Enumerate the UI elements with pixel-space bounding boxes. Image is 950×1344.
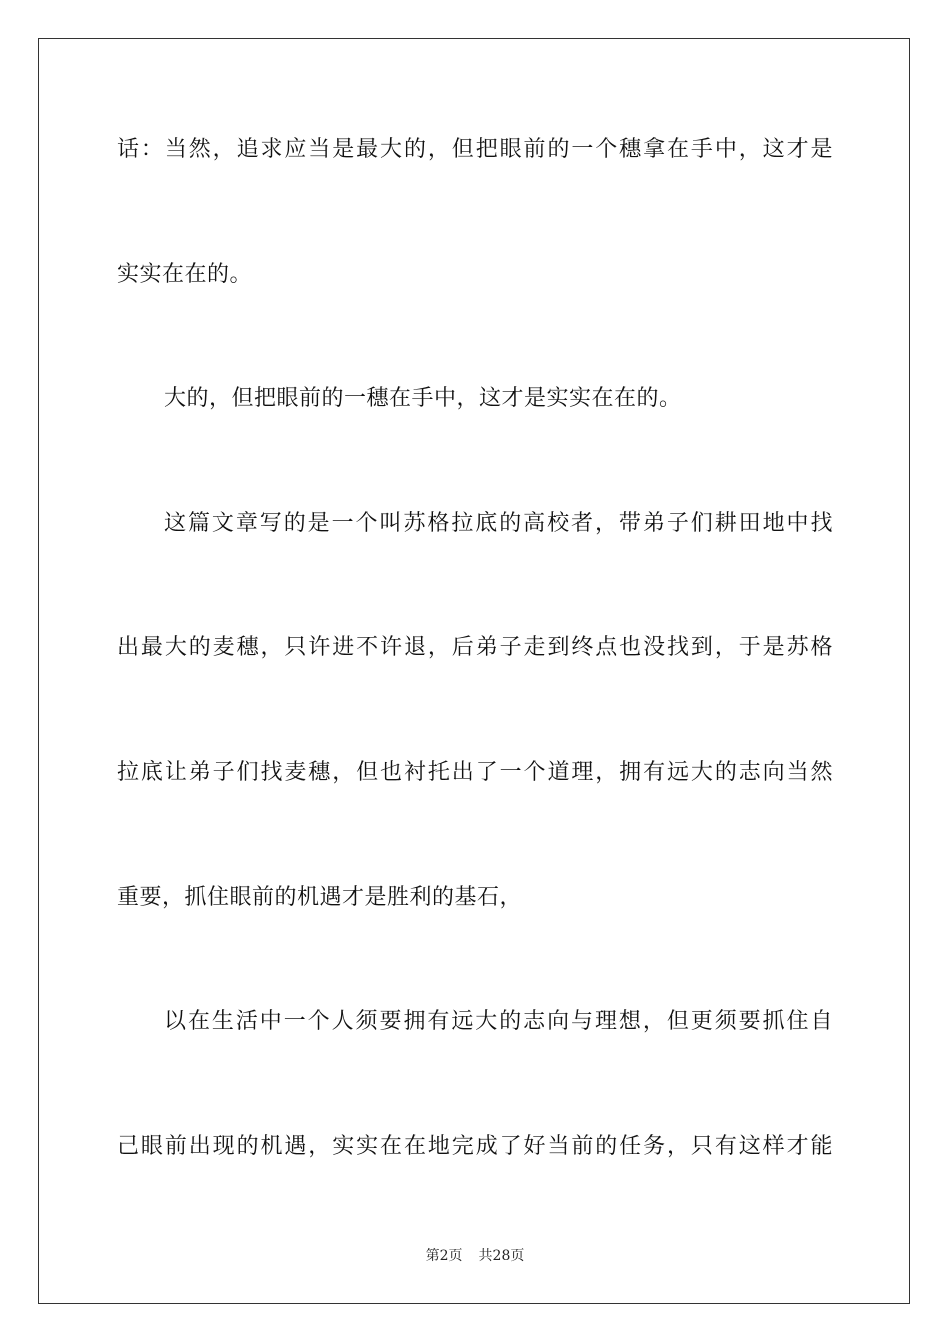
text-line-8: 以在生活中一个人须要拥有远大的志向与理想，但更须要抓住自 bbox=[164, 1009, 833, 1034]
total-pages: 共28页 bbox=[478, 1248, 525, 1264]
text-line-9: 己眼前出现的机遇，实实在在地完成了好当前的任务，只有这样才能 bbox=[117, 1134, 833, 1159]
text-line-2: 实实在在的。 bbox=[117, 262, 253, 287]
text-line-4: 这篇文章写的是一个叫苏格拉底的高校者，带弟子们耕田地中找 bbox=[164, 511, 833, 536]
text-line-5: 出最大的麦穗，只许进不许退，后弟子走到终点也没找到，于是苏格 bbox=[117, 635, 833, 660]
page-footer bbox=[0, 1247, 950, 1265]
text-line-7: 重要，抓住眼前的机遇才是胜利的基石， bbox=[117, 885, 523, 910]
text-line-1: 话：当然，追求应当是最大的，但把眼前的一个穗拿在手中，这才是 bbox=[117, 137, 833, 162]
page-frame bbox=[38, 38, 910, 1304]
text-line-6: 拉底让弟子们找麦穗，但也衬托出了一个道理，拥有远大的志向当然 bbox=[117, 760, 833, 785]
page-number: 第2页 bbox=[425, 1248, 463, 1264]
text-line-3: 大的，但把眼前的一穗在手中，这才是实实在在的。 bbox=[164, 386, 682, 411]
